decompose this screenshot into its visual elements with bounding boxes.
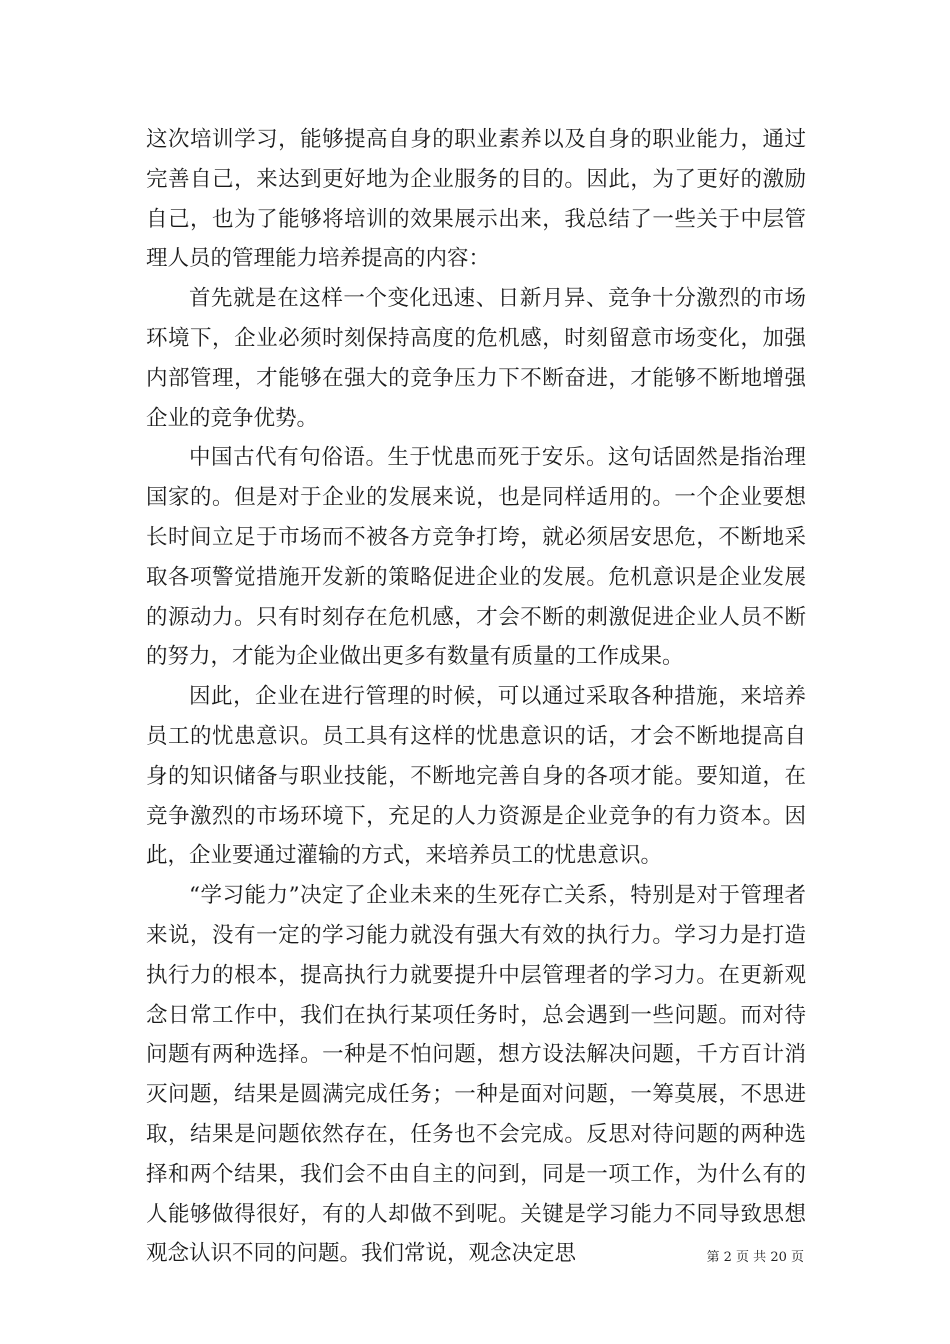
paragraph-5: “学习能力”决定了企业未来的生死存亡关系，特别是对于管理者来说，没有一定的学习能力就没有强大有效的执行力。学习力是打造执行力的根本，提高执行力就要提升中层管理者的学习力。在更新观念日常工作中，我们在执行某项任务时，总会遇到一些问题。而对待问题有两种选择。一种是不怕问题，想方设法解决问题，千方百计消灭问题，结果是圆满完成任务；一种是面对问题，一筹莫展，不思进取，结果是问题依然存在，任务也不会完成。反思对待问题的两种选择和两个结果，我们会不由自主的问到，同是一项工作，为什么有的人能够做得很好，有的人却做不到呢。关键是学习能力不同导致思想观念认识不同的问题。我们常说，观念决定思 — [146, 883, 806, 1267]
paragraph-1: 这次培训学习，能够提高自身的职业素养以及自身的职业能力，通过完善自己，来达到更好地为企业服务的目的。因此，为了更好的激励自己，也为了能够将培训的效果展示出来，我总结了一些关于中层管理人员的管理能力培养提高的内容： — [146, 127, 806, 272]
paragraph-3: 中国古代有句俗语。生于忧患而死于安乐。这句话固然是指治理国家的。但是对于企业的发展来说，也是同样适用的。一个企业要想长时间立足于市场而不被各方竞争打垮，就必须居安思危，不断地采取各项警觉措施开发新的策略促进企业的发展。危机意识是企业发展的源动力。只有时刻存在危机感，才会不断的刺激促进企业人员不断的努力，才能为企业做出更多有数量有质量的工作成果。 — [146, 445, 806, 670]
body-text — [146, 120, 806, 1274]
paragraph-2: 首先就是在这样一个变化迅速、日新月异、竞争十分激烈的市场环境下，企业必须时刻保持高度的危机感，时刻留意市场变化，加强内部管理，才能够在强大的竞争压力下不断奋进，才能够不断地增强企业的竞争优势。 — [146, 286, 806, 431]
paragraph-4: 因此，企业在进行管理的时候，可以通过采取各种措施，来培养员工的忧患意识。员工具有这样的忧患意识的话，才会不断地提高自身的知识储备与职业技能，不断地完善自身的各项才能。要知道，在竞争激烈的市场环境下，充足的人力资源是企业竞争的有力资本。因此，企业要通过灌输的方式，来培养员工的忧患意识。 — [146, 684, 806, 869]
page-number-footer: 第 2 页 共 20 页 — [706, 1250, 804, 1265]
